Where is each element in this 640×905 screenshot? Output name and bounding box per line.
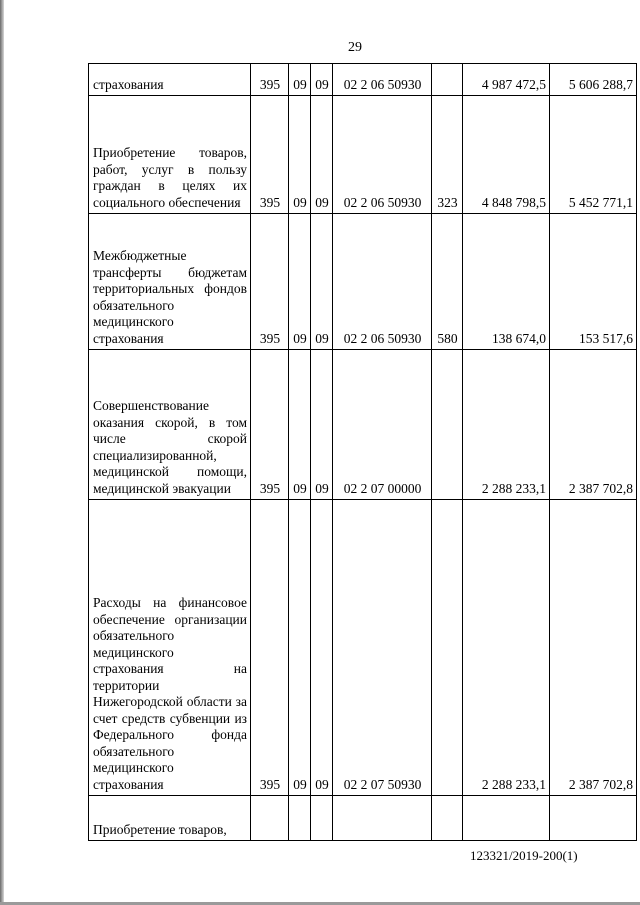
row-razdel bbox=[289, 796, 311, 841]
row-expense-type bbox=[432, 796, 463, 841]
row-target-article: 02 2 07 50930 bbox=[333, 500, 432, 796]
row-podrazdel bbox=[311, 796, 333, 841]
table-row bbox=[89, 96, 637, 214]
page-number: 29 bbox=[348, 40, 362, 55]
row-podrazdel: 09 bbox=[311, 96, 333, 214]
row-name: Межбюджетные трансферты бюджетам территориальных фондов обязательного медицинского страхования bbox=[89, 214, 251, 350]
row-target-article: 02 2 06 50930 bbox=[333, 96, 432, 214]
row-name: страхования bbox=[89, 64, 251, 96]
row-amount-year2: 2 387 702,8 bbox=[550, 500, 637, 796]
row-amount-year1 bbox=[463, 796, 550, 841]
row-amount-year1: 2 288 233,1 bbox=[463, 500, 550, 796]
row-podrazdel: 09 bbox=[311, 64, 333, 96]
row-amount-year1: 4 987 472,5 bbox=[463, 64, 550, 96]
row-amount-year2 bbox=[550, 796, 637, 841]
row-razdel: 09 bbox=[289, 350, 311, 500]
row-target-article: 02 2 06 50930 bbox=[333, 64, 432, 96]
row-razdel: 09 bbox=[289, 96, 311, 214]
row-amount-year2: 2 387 702,8 bbox=[550, 350, 637, 500]
table-row bbox=[89, 500, 637, 796]
row-target-article bbox=[333, 796, 432, 841]
row-amount-year2: 5 452 771,1 bbox=[550, 96, 637, 214]
row-target-article: 02 2 06 50930 bbox=[333, 214, 432, 350]
row-amount-year2: 153 517,6 bbox=[550, 214, 637, 350]
row-glava bbox=[251, 796, 289, 841]
row-glava: 395 bbox=[251, 350, 289, 500]
scan-shadow-edge bbox=[0, 0, 4, 905]
row-razdel: 09 bbox=[289, 500, 311, 796]
row-target-article: 02 2 07 00000 bbox=[333, 350, 432, 500]
row-razdel: 09 bbox=[289, 64, 311, 96]
row-expense-type bbox=[432, 64, 463, 96]
table-row bbox=[89, 64, 637, 96]
row-amount-year1: 2 288 233,1 bbox=[463, 350, 550, 500]
row-razdel: 09 bbox=[289, 214, 311, 350]
table-row bbox=[89, 214, 637, 350]
row-expense-type: 323 bbox=[432, 96, 463, 214]
table-row bbox=[89, 796, 637, 841]
row-name: Расходы на финансовое обеспечение организации обязательного медицинского страхования на территории Нижегородской области за счет средств субвенции из Федерального фонда обязательного медицинского страхования bbox=[89, 500, 251, 796]
row-podrazdel: 09 bbox=[311, 500, 333, 796]
table-row bbox=[89, 350, 637, 500]
row-expense-type bbox=[432, 500, 463, 796]
row-amount-year1: 4 848 798,5 bbox=[463, 96, 550, 214]
row-expense-type bbox=[432, 350, 463, 500]
row-glava: 395 bbox=[251, 64, 289, 96]
document-number: 123321/2019-200(1) bbox=[470, 848, 578, 863]
row-name: Приобретение товаров, работ, услуг в пользу граждан в целях их социального обеспечения bbox=[89, 96, 251, 214]
row-amount-year2: 5 606 288,7 bbox=[550, 64, 637, 96]
row-glava: 395 bbox=[251, 96, 289, 214]
row-amount-year1: 138 674,0 bbox=[463, 214, 550, 350]
row-podrazdel: 09 bbox=[311, 350, 333, 500]
row-glava: 395 bbox=[251, 500, 289, 796]
row-glava: 395 bbox=[251, 214, 289, 350]
row-podrazdel: 09 bbox=[311, 214, 333, 350]
row-expense-type: 580 bbox=[432, 214, 463, 350]
row-name: Приобретение товаров, bbox=[89, 796, 251, 841]
row-name: Совершенствование оказания скорой, в том числе скорой специализированной, медицинской помощи, медицинской эвакуации bbox=[89, 350, 251, 500]
budget-table bbox=[88, 63, 637, 841]
